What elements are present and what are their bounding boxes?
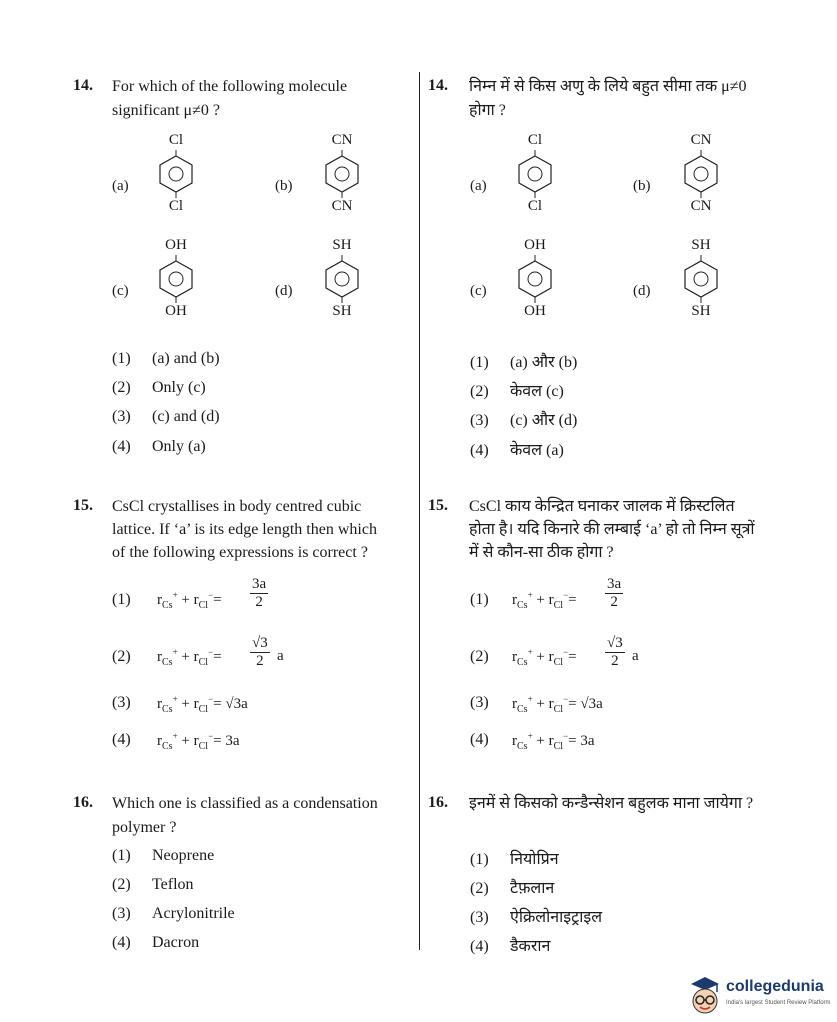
- molecule-c: [156, 237, 196, 321]
- molecule-d-hi: [681, 237, 721, 321]
- q15-formula-3: (3) $r_{Cs}^+ + r_{Cl}^-= √3a$: [112, 694, 248, 715]
- q14-option-4: (4) Only (a): [112, 438, 206, 455]
- molecule-a-hi-top: Cl: [527, 132, 543, 148]
- logo-name: collegedunia: [726, 978, 824, 995]
- q14-label-d: (d): [275, 283, 293, 299]
- molecule-a-top: Cl: [168, 132, 184, 148]
- molecule-d-top: SH: [332, 237, 352, 253]
- collegedunia-logo[interactable]: [688, 972, 833, 1020]
- q14-option-1: (1) (a) and (b): [112, 350, 220, 367]
- molecule-c-hi-bottom: OH: [524, 303, 546, 319]
- q16-option-3: (3) Acrylonitrile: [112, 905, 235, 922]
- q14-label-b: (b): [275, 178, 293, 194]
- q14-option-2-hi: (2) केवल (c): [470, 383, 564, 400]
- q14-text-line2: significant μ≠0 ?: [112, 102, 220, 119]
- q14-option-1-hi: (1) (a) और (b): [470, 354, 578, 371]
- molecule-b-hi-bottom: CN: [690, 198, 712, 214]
- molecule-b-bottom: CN: [331, 198, 353, 214]
- molecule-c-hi-top: OH: [524, 237, 546, 253]
- q16-text-line1: Which one is classified as a condensation: [112, 795, 378, 812]
- q14-option-3-hi: (3) (c) और (d): [470, 412, 578, 429]
- molecule-d-hi-top: SH: [691, 237, 711, 253]
- molecule-c-hi: [515, 237, 555, 321]
- hindi-column: [419, 0, 837, 1022]
- molecule-d-hi-bottom: SH: [691, 303, 711, 319]
- q16-option-4-hi: (4) डैकरान: [470, 938, 551, 955]
- benzene-ring-icon: [515, 150, 555, 198]
- q15-number: 15.: [73, 497, 93, 514]
- q16-option-2: (2) Teflon: [112, 876, 194, 893]
- molecule-b-top: CN: [331, 132, 353, 148]
- molecule-d-bottom: SH: [332, 303, 352, 319]
- q16-option-1: (1) Neoprene: [112, 847, 215, 864]
- q15-text-line3: of the following expressions is correct ?: [112, 544, 368, 561]
- q14-text-line1: For which of the following molecule: [112, 78, 348, 95]
- molecule-b: [322, 132, 362, 216]
- q15-formula-2: (2) $r_{Cs}^+ + r_{Cl}^-=$ $\frac{√3}{2}$ a: [112, 635, 284, 669]
- q14-text-hi-line1: निम्न में से किस अणु के लिये बहुत सीमा तक μ≠0: [469, 78, 747, 95]
- benzene-ring-icon: [681, 150, 721, 198]
- q15-formula-1: (1) $r_{Cs}^+ + r_{Cl}^-=$ $\frac{3a}{2}$: [112, 576, 267, 611]
- q14-option-4-hi: (4) केवल (a): [470, 442, 564, 459]
- q16-option-1-hi: (1) नियोप्रिन: [470, 851, 559, 868]
- benzene-ring-icon: [322, 150, 362, 198]
- benzene-ring-icon: [515, 255, 555, 303]
- q16-text: [112, 792, 408, 815]
- molecule-b-hi: [681, 132, 721, 216]
- q15-formula-3-hi: (3) $r_{Cs}^+ + r_{Cl}^-= √3a$: [470, 694, 603, 715]
- q16-option-4: (4) Dacron: [112, 934, 200, 951]
- q14-text: [112, 75, 408, 98]
- q14-text-hi-line2: होगा ?: [469, 102, 506, 119]
- q14-label-b-hi: (b): [633, 178, 651, 194]
- q15-text-hi-line1: CsCl काय केन्द्रित घनाकर जालक में क्रिस्टलित: [469, 498, 735, 515]
- q15-formula-1-hi: (1) $r_{Cs}^+ + r_{Cl}^-=$ $\frac{3a}{2}$: [470, 576, 622, 611]
- q15-formula-2-hi: (2) $r_{Cs}^+ + r_{Cl}^-=$ $\frac{√3}{2}$ a: [470, 635, 639, 669]
- q16-option-3-hi: (3) ऐक्रिलोनाइट्राइल: [470, 909, 603, 926]
- molecule-c-top: OH: [165, 237, 187, 253]
- benzene-ring-icon: [681, 255, 721, 303]
- q16-text-hi: इनमें से किसको कन्डैन्सेशन बहुलक माना जायेगा ?: [469, 795, 754, 812]
- q14-number: 14.: [73, 77, 93, 94]
- q14-label-c: (c): [112, 283, 129, 299]
- q14-label-d-hi: (d): [633, 283, 651, 299]
- q14-number-hi: 14.: [428, 77, 448, 94]
- benzene-ring-icon: [156, 255, 196, 303]
- molecule-c-bottom: OH: [165, 303, 187, 319]
- q14-option-3: (3) (c) and (d): [112, 408, 220, 425]
- q16-text-line2: polymer ?: [112, 819, 177, 836]
- benzene-ring-icon: [322, 255, 362, 303]
- q15-text: [112, 495, 408, 541]
- q15-text-line1: CsCl crystallises in body centred cubic: [112, 498, 362, 515]
- q15-number-hi: 15.: [428, 497, 448, 514]
- molecule-a: [156, 132, 196, 216]
- molecule-d: [322, 237, 362, 321]
- q14-label-a: (a): [112, 178, 129, 194]
- q15-formula-4-hi: (4) $r_{Cs}^+ + r_{Cl}^-= 3a$: [470, 731, 595, 752]
- molecule-b-hi-top: CN: [690, 132, 712, 148]
- english-column: [0, 0, 418, 1022]
- q14-option-2: (2) Only (c): [112, 379, 206, 396]
- q14-label-c-hi: (c): [470, 283, 487, 299]
- q15-text-hi-line2: होता है। यदि किनारे की लम्बाई ‘a’ हो तो निम्न सूत्रों: [469, 521, 755, 538]
- molecule-a-hi: [515, 132, 555, 216]
- molecule-a-hi-bottom: Cl: [527, 198, 543, 214]
- q15-text-hi-line3: में से कौन-सा ठीक होगा ?: [469, 544, 614, 561]
- q15-formula-4: (4) $r_{Cs}^+ + r_{Cl}^-= 3a$: [112, 731, 240, 752]
- q16-number-hi: 16.: [428, 794, 448, 811]
- q14-label-a-hi: (a): [470, 178, 487, 194]
- benzene-ring-icon: [156, 150, 196, 198]
- mascot-icon: [688, 974, 722, 1018]
- q15-text-line2: lattice. If ‘a’ is its edge length then which: [112, 521, 377, 538]
- q16-option-2-hi: (2) टैफ़लान: [470, 880, 555, 897]
- molecule-a-bottom: Cl: [168, 198, 184, 214]
- q16-number: 16.: [73, 794, 93, 811]
- q15-text-hi: [469, 495, 755, 564]
- logo-tagline: India's largest Student Review Platform: [726, 1000, 831, 1006]
